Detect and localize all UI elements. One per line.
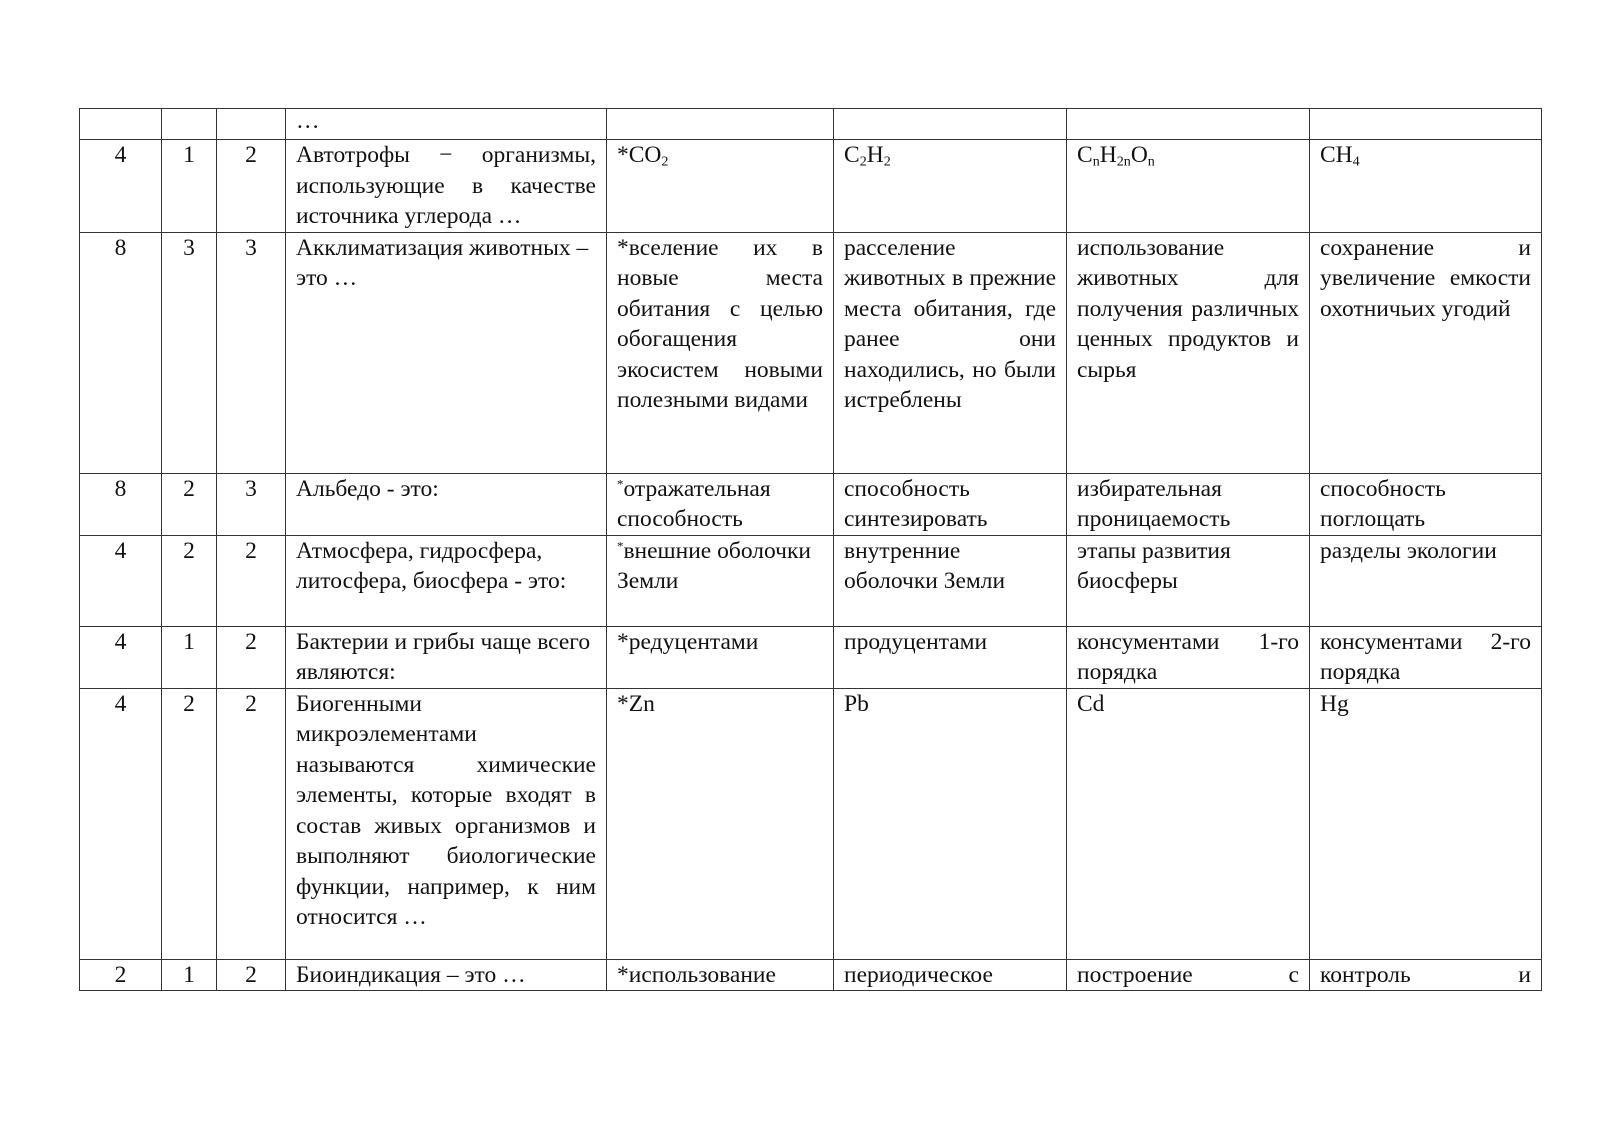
formula-text: H bbox=[866, 142, 884, 168]
correct-mark: * bbox=[617, 475, 624, 491]
answer-cell-4: разделы экологии bbox=[1310, 535, 1542, 626]
test-questions-table bbox=[79, 108, 1542, 991]
cell-col2: 3 bbox=[162, 232, 217, 473]
answer-cell-4: консументами 2-го порядка bbox=[1310, 626, 1542, 688]
question-cell: Биоиндикация – это … bbox=[286, 959, 607, 991]
formula-text: O bbox=[1130, 142, 1148, 168]
cell-col2: 1 bbox=[162, 626, 217, 688]
cell-col3 bbox=[217, 109, 286, 140]
answer-cell-correct bbox=[607, 109, 834, 140]
table-row bbox=[80, 535, 1542, 626]
answer-cell-correct bbox=[607, 140, 834, 233]
answer-cell-3: этапы развития биосферы bbox=[1067, 535, 1310, 626]
answer-cell-correct bbox=[607, 535, 834, 626]
table-row bbox=[80, 140, 1542, 233]
formula-subscript: 2n bbox=[1116, 153, 1131, 170]
answer-cell-4: способность поглощать bbox=[1310, 473, 1542, 535]
cell-col2: 2 bbox=[162, 535, 217, 626]
answer-cell-3 bbox=[1067, 140, 1310, 233]
answer-cell-correct bbox=[607, 473, 834, 535]
formula-text: C bbox=[844, 142, 860, 168]
table-row bbox=[80, 109, 1542, 140]
answer-cell-2: Pb bbox=[834, 688, 1067, 959]
cell-col3: 3 bbox=[217, 232, 286, 473]
cell-col2: 2 bbox=[162, 473, 217, 535]
formula-text: CH bbox=[1320, 142, 1353, 168]
cell-col1 bbox=[80, 109, 162, 140]
question-cell: Автотрофы − организмы, использующие в качестве источника углерода … bbox=[286, 140, 607, 233]
cell-col1: 8 bbox=[80, 473, 162, 535]
answer-cell-4 bbox=[1310, 140, 1542, 233]
cell-col1: 4 bbox=[80, 140, 162, 233]
answer-text: отражательная способность bbox=[617, 475, 771, 532]
answer-cell-4: сохранение и увеличение емкости охотничьих угодий bbox=[1310, 232, 1542, 473]
cell-col1: 8 bbox=[80, 232, 162, 473]
cell-col3: 2 bbox=[217, 140, 286, 233]
cell-col1: 4 bbox=[80, 688, 162, 959]
formula-subscript: n bbox=[1147, 153, 1155, 170]
answer-cell-3: Cd bbox=[1067, 688, 1310, 959]
question-cell: Акклиматизация животных – это … bbox=[286, 232, 607, 473]
table-row bbox=[80, 688, 1542, 959]
table-row bbox=[80, 626, 1542, 688]
answer-cell-4: контроль и bbox=[1310, 959, 1542, 991]
cell-col3: 3 bbox=[217, 473, 286, 535]
cell-col2 bbox=[162, 109, 217, 140]
answer-cell-correct: *Zn bbox=[607, 688, 834, 959]
answer-cell-correct: *редуцентами bbox=[607, 626, 834, 688]
cell-col3: 2 bbox=[217, 688, 286, 959]
formula-subscript: 2 bbox=[883, 153, 891, 170]
question-cell: Бактерии и грибы чаще всего являются: bbox=[286, 626, 607, 688]
answer-cell-3: использование животных для получения различных ценных продуктов и сырья bbox=[1067, 232, 1310, 473]
answer-cell-3: консументами 1-го порядка bbox=[1067, 626, 1310, 688]
formula-text: H bbox=[1099, 142, 1117, 168]
answer-cell-2 bbox=[834, 140, 1067, 233]
formula-subscript: n bbox=[1092, 153, 1100, 170]
formula-subscript: 2 bbox=[661, 153, 669, 170]
cell-col2: 1 bbox=[162, 140, 217, 233]
cell-col1: 4 bbox=[80, 535, 162, 626]
cell-col1: 4 bbox=[80, 626, 162, 688]
question-cell: … bbox=[286, 109, 607, 140]
table-row bbox=[80, 959, 1542, 991]
answer-cell-correct: *вселение их в новые места обитания с целью обогащения экосистем новыми полезными видами bbox=[607, 232, 834, 473]
cell-col1: 2 bbox=[80, 959, 162, 991]
answer-cell-4 bbox=[1310, 109, 1542, 140]
cell-col3: 2 bbox=[217, 959, 286, 991]
cell-col2: 1 bbox=[162, 959, 217, 991]
answer-cell-2: продуцентами bbox=[834, 626, 1067, 688]
answer-cell-2 bbox=[834, 109, 1067, 140]
formula-text: C bbox=[1077, 142, 1093, 168]
answer-cell-2: расселение животных в прежние места обитания, где ранее они находились, но были истреблены bbox=[834, 232, 1067, 473]
question-cell: Альбедо - это: bbox=[286, 473, 607, 535]
answer-cell-correct: *использование bbox=[607, 959, 834, 991]
answer-cell-3: избирательная проницаемость bbox=[1067, 473, 1310, 535]
answer-cell-3: построение с bbox=[1067, 959, 1310, 991]
cell-col3: 2 bbox=[217, 535, 286, 626]
table-row bbox=[80, 473, 1542, 535]
formula-text: *CO bbox=[617, 142, 662, 168]
answer-cell-3 bbox=[1067, 109, 1310, 140]
question-cell: Биогенными микроэлементами называются химические элементы, которые входят в состав живых организмов и выполняют биологические функции, например, к ним относится … bbox=[286, 688, 607, 959]
formula-subscript: 4 bbox=[1352, 153, 1360, 170]
table-row bbox=[80, 232, 1542, 473]
answer-cell-2: периодическое bbox=[834, 959, 1067, 991]
formula-subscript: 2 bbox=[859, 153, 867, 170]
answer-cell-4: Hg bbox=[1310, 688, 1542, 959]
answer-cell-2: внутренние оболочки Земли bbox=[834, 535, 1067, 626]
cell-col3: 2 bbox=[217, 626, 286, 688]
answer-cell-2: способность синтезировать bbox=[834, 473, 1067, 535]
answer-text: внешние оболочки Земли bbox=[617, 537, 811, 594]
cell-col2: 2 bbox=[162, 688, 217, 959]
question-cell: Атмосфера, гидросфера, литосфера, биосфера - это: bbox=[286, 535, 607, 626]
correct-mark: * bbox=[617, 537, 624, 553]
